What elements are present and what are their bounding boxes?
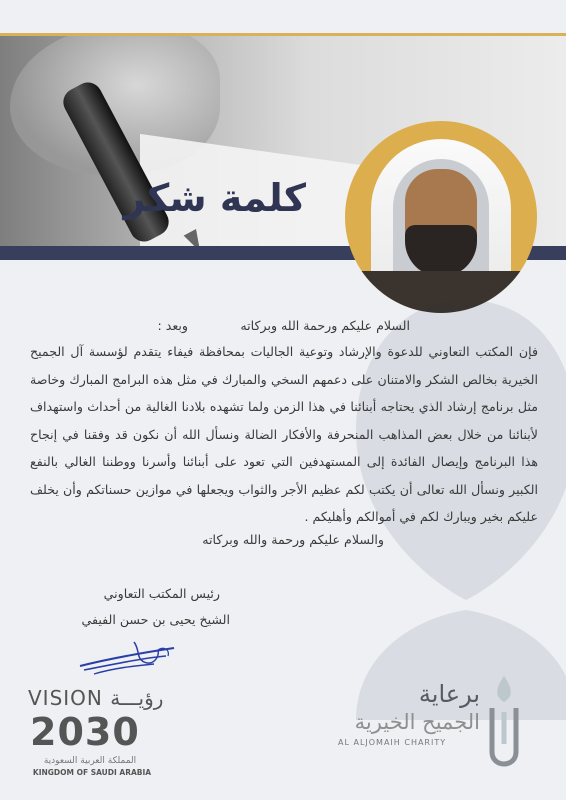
charity-logo	[336, 672, 536, 782]
page-title: كلمة شكر	[123, 176, 306, 220]
after-greeting: وبعد :	[157, 318, 188, 333]
charity-sponsorship-label: برعاية	[418, 680, 480, 708]
vision-2030-logo	[28, 686, 178, 778]
signer-role: رئيس المكتب التعاوني	[103, 586, 220, 601]
vision-year: 2030	[30, 710, 140, 754]
closing-line: والسلام عليكم ورحمة والله وبركاته	[202, 532, 384, 547]
greeting-line: السلام عليكم ورحمة الله وبركاته	[240, 318, 410, 333]
handwritten-signature	[74, 636, 184, 678]
vision-arabic-country: المملكة العربية السعودية	[43, 756, 137, 766]
vision-english-country: KINGDOM OF SAUDI ARABIA	[32, 768, 152, 777]
top-margin	[0, 0, 566, 35]
charity-name-arabic: الجميح الخيرية	[354, 710, 480, 734]
charity-name-english: AL ALJOMAIH CHARITY	[338, 738, 447, 747]
signer-name: الشيخ يحيى بن حسن الفيفي	[81, 612, 230, 627]
gold-divider	[0, 33, 566, 36]
vision-word: VISION رؤيـــة	[28, 686, 164, 710]
letter-body: فإن المكتب التعاوني للدعوة والإرشاد وتوعية الجاليات بمحافظة فيفاء يتقدم لؤسسة آل الجميح الخيرية بخالص الشكر والامتنان على دعمهم السخي والمبارك في مثل هذه البرامج المبارك وخاصة مثل برنامج إرشاد الذي يحتاجه أبنائنا في هذا الزمن ولما تشهده بلادنا الغالية من أحداث واستهداف لأبنائنا من خلال بعض المذاهب المنحرفة والأفكار الضالة ونسأل الله أن نكون قد وفقنا في إنجاح هذا البرنامج وإيصال الفائدة إلى المستهدفين التي تعود على أبنائنا وأسرنا ووطننا الغالي بالنفع الكبير ونسأل الله تعالى أن يكتب لكم عظيم الأجر والثواب ويجعلها في موازين حسناتكم وأن يخلف عليكم بخير ويبارك لكم في أموالكم وأهليكم .	[30, 344, 538, 524]
charity-mark-icon	[482, 672, 526, 776]
